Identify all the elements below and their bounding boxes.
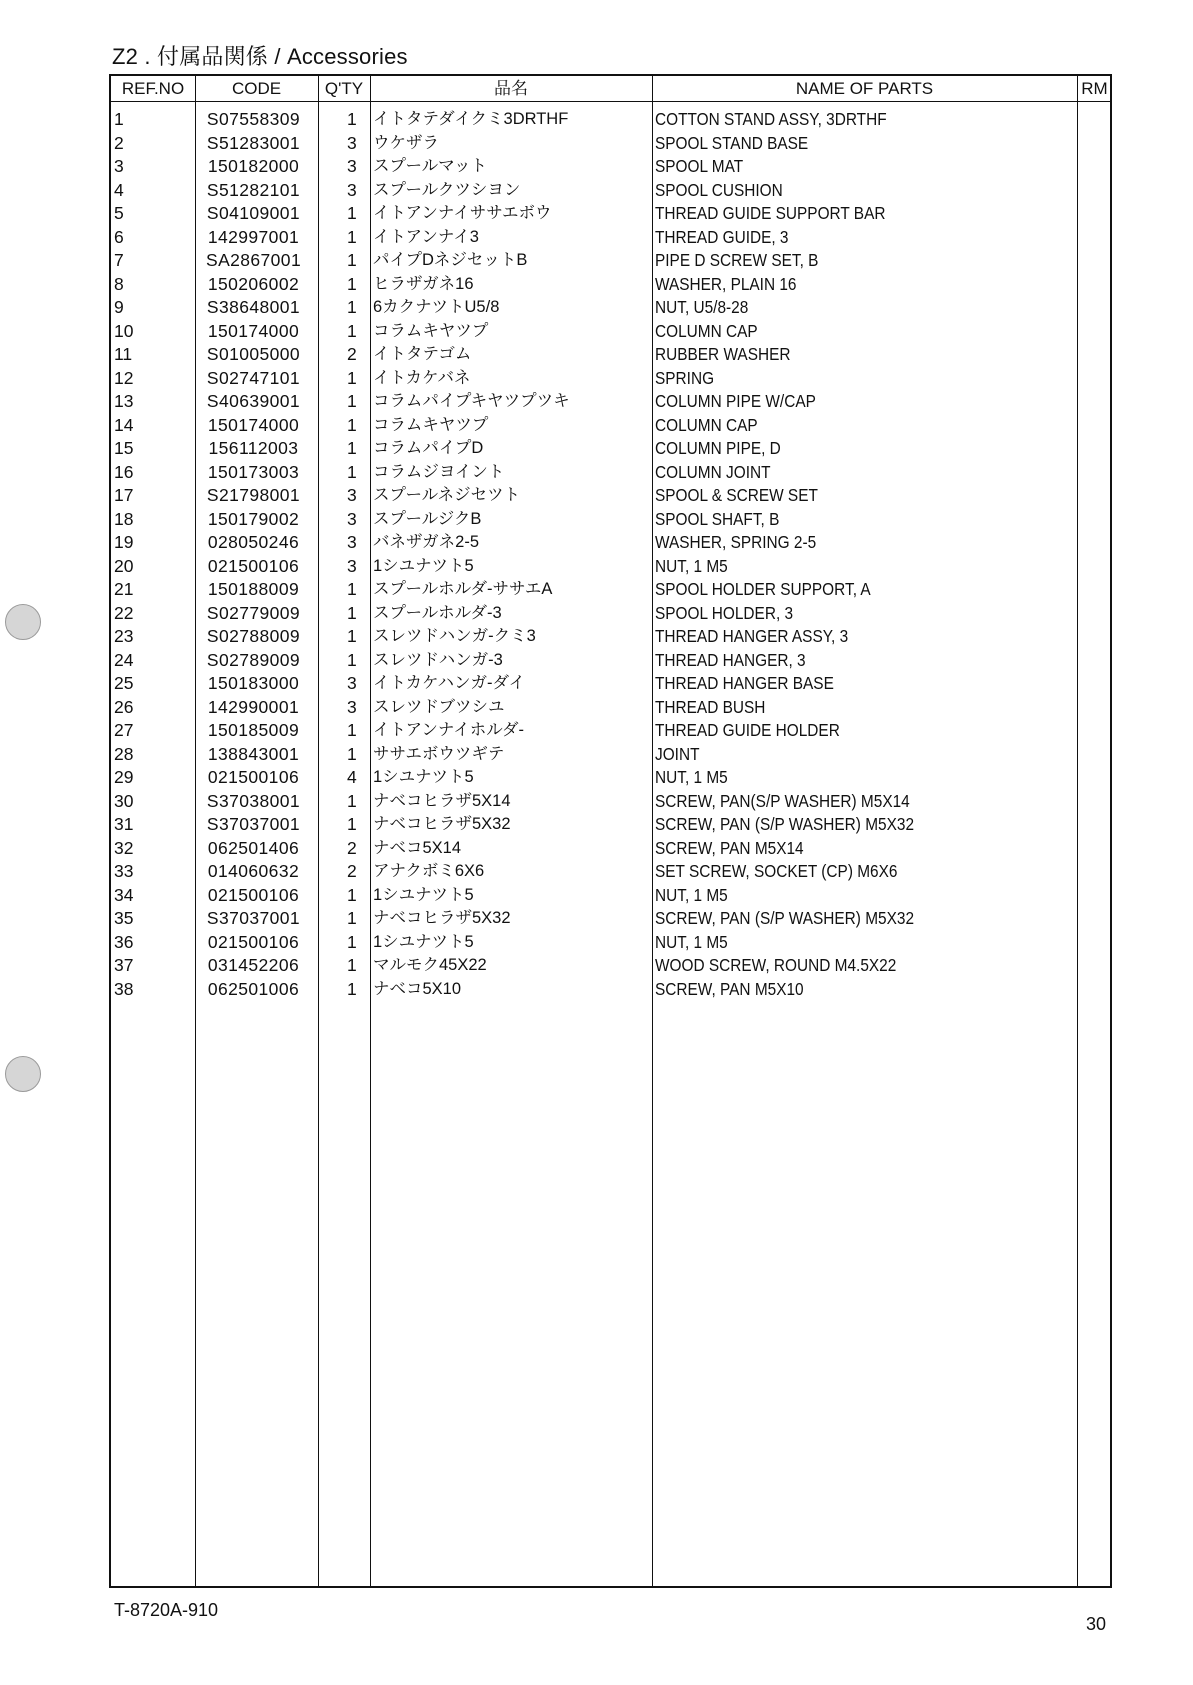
cell-ref-no: 16 [114, 461, 134, 482]
cell-japanese-name: マルモク45X22 [373, 956, 487, 974]
cell-name-of-parts: NUT, 1 M5 [655, 931, 728, 952]
table-row [111, 531, 1110, 555]
table-row [111, 931, 1110, 955]
cell-japanese-name: スプールネジセツト [373, 486, 521, 504]
cell-code: 150183000 [207, 673, 300, 693]
cell-ref-no: 20 [114, 555, 134, 576]
cell-name-of-parts: THREAD HANGER, 3 [655, 649, 806, 670]
table-row [111, 649, 1110, 673]
table-row [111, 743, 1110, 767]
cell-code: S51282101 [206, 179, 301, 200]
cell-code: 150206002 [207, 273, 300, 294]
cell-code: 062501406 [207, 837, 300, 858]
cell-qty: 1 [347, 414, 357, 435]
header-ref-no: REF.NO [121, 79, 185, 98]
table-row [111, 766, 1110, 790]
cell-japanese-name: 6カクナツトU5/8 [373, 298, 500, 316]
cell-ref-no: 6 [114, 226, 124, 247]
cell-japanese-name: スプールホルダ-3 [373, 603, 502, 622]
cell-qty: 3 [347, 555, 357, 576]
table-row [111, 954, 1110, 978]
cell-name-of-parts: RUBBER WASHER [655, 344, 791, 364]
cell-name-of-parts: WOOD SCREW, ROUND M4.5X22 [655, 955, 897, 975]
cell-ref-no: 15 [114, 438, 134, 458]
cell-japanese-name: スプールクツシヨン [373, 180, 521, 199]
cell-code: S37038001 [206, 790, 301, 811]
cell-qty: 3 [347, 132, 357, 153]
cell-code: 028050246 [207, 532, 300, 552]
table-row [111, 837, 1110, 861]
cell-name-of-parts: THREAD GUIDE, 3 [655, 226, 789, 247]
table-row [111, 508, 1110, 532]
table-row [111, 390, 1110, 414]
cell-qty: 1 [347, 720, 357, 740]
cell-qty: 3 [347, 696, 357, 717]
cell-ref-no: 12 [114, 367, 134, 388]
cell-name-of-parts: THREAD GUIDE SUPPORT BAR [655, 203, 886, 223]
cell-ref-no: 38 [114, 978, 134, 999]
table-row [111, 249, 1110, 273]
cell-japanese-name: スレツドハンガ-3 [373, 650, 503, 669]
table-row [111, 813, 1110, 837]
cell-code: S40639001 [206, 391, 301, 411]
table-row [111, 790, 1110, 814]
cell-qty: 3 [347, 485, 357, 505]
cell-ref-no: 4 [114, 179, 124, 200]
table-row [111, 202, 1110, 226]
cell-ref-no: 32 [114, 837, 134, 858]
cell-name-of-parts: SCREW, PAN (S/P WASHER) M5X32 [655, 814, 915, 834]
cell-name-of-parts: THREAD HANGER ASSY, 3 [655, 626, 849, 646]
cell-code: S51283001 [206, 132, 301, 153]
cell-code: S01005000 [206, 344, 301, 364]
table-row [111, 226, 1110, 250]
header-divider [111, 101, 1110, 102]
cell-ref-no: 30 [114, 790, 134, 811]
cell-qty: 1 [347, 931, 357, 952]
cell-japanese-name: スレツドハンガ-クミ3 [373, 627, 536, 645]
cell-ref-no: 26 [114, 696, 134, 717]
cell-ref-no: 34 [114, 884, 134, 905]
cell-ref-no: 3 [114, 156, 124, 176]
cell-japanese-name: ナベコヒラザ5X32 [373, 815, 511, 833]
table-row [111, 296, 1110, 320]
cell-japanese-name: ナベコヒラザ5X14 [373, 791, 511, 810]
cell-qty: 3 [347, 673, 357, 693]
table-row [111, 320, 1110, 344]
cell-ref-no: 1 [114, 109, 124, 129]
cell-ref-no: 29 [114, 767, 134, 787]
cell-name-of-parts: WASHER, SPRING 2-5 [655, 532, 817, 552]
cell-code: 150188009 [207, 579, 300, 599]
cell-japanese-name: コラムキヤツプ [373, 415, 489, 434]
cell-japanese-name: コラムパイプD [373, 439, 484, 457]
cell-name-of-parts: SPOOL HOLDER SUPPORT, A [655, 579, 871, 599]
cell-name-of-parts: SPRING [655, 367, 715, 388]
cell-code: S02747101 [206, 367, 301, 388]
cell-japanese-name: コラムジヨイント [373, 462, 505, 481]
table-row [111, 978, 1110, 1002]
cell-name-of-parts: THREAD HANGER BASE [655, 673, 834, 693]
cell-qty: 1 [347, 461, 357, 482]
cell-qty: 3 [347, 156, 357, 176]
cell-name-of-parts: COLUMN CAP [655, 320, 758, 341]
table-row [111, 437, 1110, 461]
cell-qty: 1 [347, 884, 357, 905]
cell-ref-no: 23 [114, 626, 134, 646]
cell-name-of-parts: NUT, 1 M5 [655, 555, 728, 576]
cell-qty: 1 [347, 908, 357, 928]
cell-qty: 1 [347, 790, 357, 811]
table-row [111, 884, 1110, 908]
cell-name-of-parts: COLUMN JOINT [655, 461, 771, 482]
table-row [111, 672, 1110, 696]
cell-name-of-parts: SCREW, PAN(S/P WASHER) M5X14 [655, 790, 910, 811]
cell-japanese-name: イトカケハンガ-ダイ [373, 674, 526, 692]
table-row [111, 108, 1110, 132]
table-row [111, 719, 1110, 743]
table-row [111, 461, 1110, 485]
cell-name-of-parts: JOINT [655, 743, 700, 764]
cell-qty: 1 [347, 978, 357, 999]
cell-ref-no: 18 [114, 508, 134, 529]
table-row [111, 343, 1110, 367]
cell-code: 062501006 [207, 978, 300, 999]
table-row [111, 578, 1110, 602]
cell-ref-no: 21 [114, 579, 134, 599]
cell-code: 150173003 [207, 461, 300, 482]
cell-ref-no: 19 [114, 532, 134, 552]
cell-code: 156112003 [208, 438, 299, 458]
cell-ref-no: 14 [114, 414, 134, 435]
table-row [111, 602, 1110, 626]
cell-japanese-name: ナベコヒラザ5X32 [373, 909, 511, 927]
cell-qty: 1 [347, 297, 357, 317]
cell-ref-no: 9 [114, 297, 124, 317]
cell-japanese-name: イトタテゴム [373, 345, 472, 363]
cell-qty: 1 [347, 955, 357, 975]
cell-japanese-name: ナベコ5X10 [373, 979, 462, 998]
cell-ref-no: 2 [114, 132, 124, 153]
cell-japanese-name: ヒラザガネ16 [373, 274, 474, 293]
cell-code: S38648001 [206, 297, 301, 317]
cell-ref-no: 28 [114, 743, 134, 764]
cell-ref-no: 10 [114, 320, 134, 341]
cell-qty: 1 [347, 367, 357, 388]
cell-japanese-name: スレツドブツシユ [373, 697, 505, 716]
cell-code: 021500106 [207, 767, 300, 787]
cell-qty: 1 [347, 226, 357, 247]
cell-code: 150174000 [207, 320, 300, 341]
cell-name-of-parts: WASHER, PLAIN 16 [655, 273, 797, 294]
table-row [111, 555, 1110, 579]
page-title: Z2 . 付属品関係 / Accessories [112, 44, 408, 69]
cell-japanese-name: イトアンナイホルダ- [373, 721, 525, 739]
cell-qty: 2 [347, 344, 357, 364]
cell-qty: 1 [347, 273, 357, 294]
table-row [111, 484, 1110, 508]
cell-qty: 1 [347, 743, 357, 764]
cell-japanese-name: パイプDネジセットB [373, 251, 528, 269]
cell-qty: 1 [347, 203, 357, 223]
cell-qty: 1 [347, 579, 357, 599]
header-rm: RM [1081, 79, 1108, 98]
cell-ref-no: 33 [114, 861, 134, 881]
cell-qty: 3 [347, 508, 357, 529]
cell-code: 138843001 [207, 743, 300, 764]
cell-code: 150185009 [207, 720, 300, 740]
cell-japanese-name: イトアンナイ3 [373, 227, 479, 246]
document-number: T-8720A-910 [114, 1600, 219, 1620]
table-row [111, 860, 1110, 884]
header-name-of-parts: NAME OF PARTS [795, 79, 934, 98]
cell-name-of-parts: SET SCREW, SOCKET (CP) M6X6 [655, 861, 898, 881]
cell-name-of-parts: COLUMN PIPE, D [655, 438, 781, 458]
cell-qty: 3 [347, 179, 357, 200]
cell-name-of-parts: SCREW, PAN M5X14 [655, 837, 804, 858]
cell-japanese-name: アナクボミ6X6 [373, 862, 485, 880]
cell-ref-no: 22 [114, 602, 134, 623]
table-row [111, 907, 1110, 931]
header-japanese-name: 品名 [494, 79, 528, 98]
cell-qty: 1 [347, 250, 357, 270]
cell-japanese-name: ササエボウツギテ [373, 744, 505, 763]
cell-name-of-parts: NUT, U5/8-28 [655, 297, 749, 317]
cell-name-of-parts: SCREW, PAN M5X10 [655, 978, 804, 999]
cell-name-of-parts: SPOOL HOLDER, 3 [655, 602, 794, 623]
cell-name-of-parts: SPOOL STAND BASE [655, 132, 809, 153]
cell-code: 142990001 [207, 696, 300, 717]
cell-name-of-parts: COTTON STAND ASSY, 3DRTHF [655, 109, 887, 129]
cell-code: S02789009 [206, 649, 301, 670]
cell-name-of-parts: PIPE D SCREW SET, B [655, 250, 819, 270]
cell-code: S07558309 [206, 109, 301, 129]
cell-name-of-parts: COLUMN CAP [655, 414, 758, 435]
cell-japanese-name: スプールジクB [373, 509, 482, 528]
header-qty: Q'TY [324, 79, 364, 98]
cell-ref-no: 17 [114, 485, 134, 505]
cell-qty: 1 [347, 438, 357, 458]
table-row [111, 132, 1110, 156]
cell-name-of-parts: SPOOL SHAFT, B [655, 508, 780, 529]
cell-ref-no: 24 [114, 649, 134, 670]
cell-japanese-name: 1シユナツト5 [373, 768, 474, 786]
table-row [111, 273, 1110, 297]
cell-name-of-parts: THREAD GUIDE HOLDER [655, 720, 840, 740]
cell-qty: 1 [347, 814, 357, 834]
cell-japanese-name: 1シユナツト5 [373, 556, 474, 575]
table-row [111, 179, 1110, 203]
cell-name-of-parts: SPOOL & SCREW SET [655, 485, 818, 505]
cell-ref-no: 36 [114, 931, 134, 952]
cell-ref-no: 5 [114, 203, 124, 223]
cell-japanese-name: ウケザラ [373, 133, 439, 152]
cell-name-of-parts: SPOOL CUSHION [655, 179, 783, 200]
cell-code: 021500106 [207, 884, 300, 905]
cell-japanese-name: 1シユナツト5 [373, 885, 474, 904]
cell-qty: 2 [347, 861, 357, 881]
cell-japanese-name: イトカケバネ [373, 368, 471, 387]
cell-qty: 1 [347, 649, 357, 670]
cell-name-of-parts: THREAD BUSH [655, 696, 766, 717]
cell-japanese-name: イトアンナイササエボウ [373, 204, 552, 222]
cell-qty: 1 [347, 391, 357, 411]
cell-japanese-name: スプールマット [373, 157, 488, 175]
cell-ref-no: 7 [114, 250, 124, 270]
cell-ref-no: 13 [114, 391, 134, 411]
cell-japanese-name: コラムキヤツプ [373, 321, 489, 340]
table-row [111, 625, 1110, 649]
cell-code: SA2867001 [206, 250, 302, 270]
cell-qty: 1 [347, 602, 357, 623]
cell-ref-no: 25 [114, 673, 134, 693]
parts-table [109, 74, 1112, 1588]
cell-code: S37037001 [206, 908, 301, 928]
cell-ref-no: 11 [114, 344, 133, 364]
cell-japanese-name: スプールホルダ-ササエA [373, 580, 553, 598]
table-row [111, 414, 1110, 438]
table-row [111, 367, 1110, 391]
cell-name-of-parts: SCREW, PAN (S/P WASHER) M5X32 [655, 908, 915, 928]
cell-code: S02779009 [206, 602, 301, 623]
cell-ref-no: 8 [114, 273, 124, 294]
cell-ref-no: 27 [114, 720, 134, 740]
header-code: CODE [231, 79, 282, 98]
cell-code: 031452206 [207, 955, 300, 975]
cell-code: 021500106 [207, 555, 300, 576]
cell-ref-no: 31 [114, 814, 134, 834]
cell-qty: 2 [347, 837, 357, 858]
cell-japanese-name: ナベコ5X14 [373, 838, 462, 857]
cell-code: 150182000 [207, 156, 300, 176]
cell-code: 150174000 [207, 414, 300, 435]
cell-code: 014060632 [207, 861, 300, 881]
cell-name-of-parts: COLUMN PIPE W/CAP [655, 391, 816, 411]
cell-code: 021500106 [207, 931, 300, 952]
cell-name-of-parts: NUT, 1 M5 [655, 884, 728, 905]
binder-hole-top [5, 604, 41, 640]
cell-code: S04109001 [206, 203, 301, 223]
cell-qty: 3 [347, 532, 357, 552]
cell-code: 150179002 [207, 508, 300, 529]
cell-code: S37037001 [206, 814, 301, 834]
cell-japanese-name: コラムパイプキヤツプツキ [373, 392, 570, 410]
table-body [111, 108, 1110, 1001]
cell-qty: 1 [347, 109, 357, 129]
cell-name-of-parts: SPOOL MAT [655, 156, 744, 176]
cell-name-of-parts: NUT, 1 M5 [655, 767, 728, 787]
cell-code: S02788009 [206, 626, 301, 646]
cell-japanese-name: 1シユナツト5 [373, 932, 474, 951]
cell-code: 142997001 [207, 226, 300, 247]
table-row [111, 696, 1110, 720]
table-row [111, 155, 1110, 179]
binder-hole-bottom [5, 1056, 41, 1092]
cell-qty: 1 [347, 320, 357, 341]
page-number: 30 [1086, 1614, 1107, 1634]
cell-ref-no: 37 [114, 955, 134, 975]
cell-japanese-name: イトタテダイクミ3DRTHF [373, 110, 569, 128]
cell-code: S21798001 [206, 485, 301, 505]
cell-ref-no: 35 [114, 908, 134, 928]
cell-japanese-name: バネザガネ2-5 [373, 533, 480, 551]
cell-qty: 4 [347, 767, 357, 787]
cell-qty: 1 [347, 626, 357, 646]
